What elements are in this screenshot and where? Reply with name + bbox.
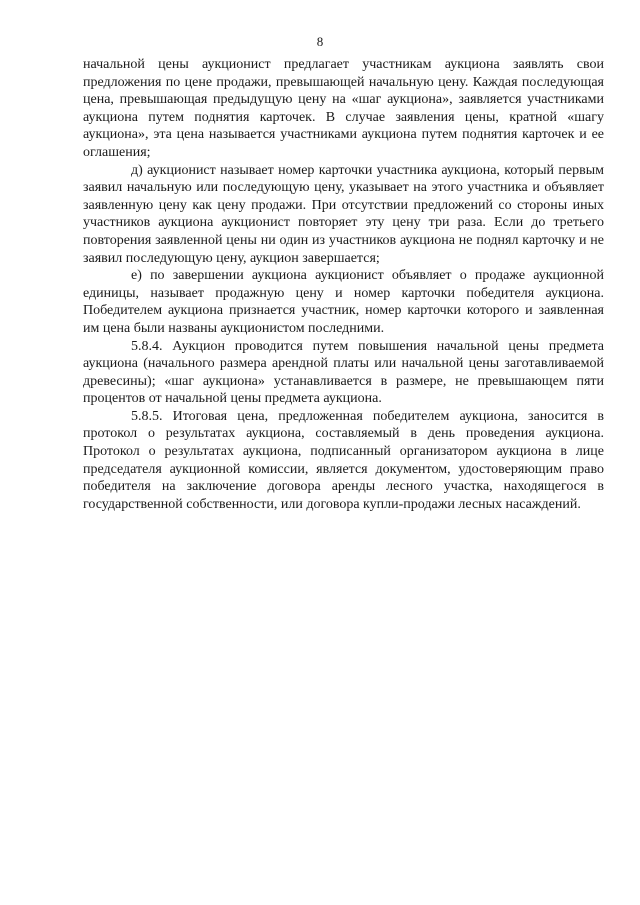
paragraph-auction-step-bidding: начальной цены аукционист предлагает участникам аукциона заявлять свои предложения по цене продажи, превышающей начальную цену. Каждая последующая цена, превышающая предыдущую цену на «шаг аукциона», заявляется участниками аукциона путем поднятия карточек. В случае заявления цены, кратной «шагу аукциона», эта цена называется участниками аукциона путем поднятия карточек и ее оглашения;	[83, 57, 604, 160]
paragraph-item-d: д) аукционист называет номер карточки участника аукциона, который первым заявил начальную или последующую цену, указывает на этого участника и объявляет заявленную цену как цену продажи. При отсутствии предложений со стороны иных участников аукциона аукционист повторяет эту цену три раза. Если до третьего повторения заявленной цены ни один из участников аукциона не поднял карточку и не заявил последующую цену, аукцион завершается;	[83, 162, 604, 266]
page-number: 8	[316, 34, 324, 49]
paragraph-5-8-4: 5.8.4. Аукцион проводится путем повышения начальной цены предмета аукциона (начального размера арендной платы или начальной цены заготавливаемой древесины); «шаг аукциона» устанавливается в размере, не превышающем пяти процентов от начальной цены предмета аукциона.	[83, 338, 604, 407]
paragraph-5-8-5: 5.8.5. Итоговая цена, предложенная победителем аукциона, заносится в протокол о результатах аукциона, составляемый в день проведения аукциона. Протокол о результатах аукциона, подписанный организатором аукциона в лице председателя аукционной комиссии, является документом, удостоверяющим право победителя на заключение договора аренды лесного участка, находящегося в государственной собственности, или договора купли-продажи лесных насаждений.	[83, 408, 604, 512]
document-body	[83, 56, 604, 513]
paragraph-item-e: е) по завершении аукциона аукционист объявляет о продаже аукционной единицы, называет продажную цену и номер карточки победителя аукциона. Победителем аукциона признается участник, номер карточки которого и заявленная им цена были названы аукционистом последними.	[83, 268, 604, 336]
